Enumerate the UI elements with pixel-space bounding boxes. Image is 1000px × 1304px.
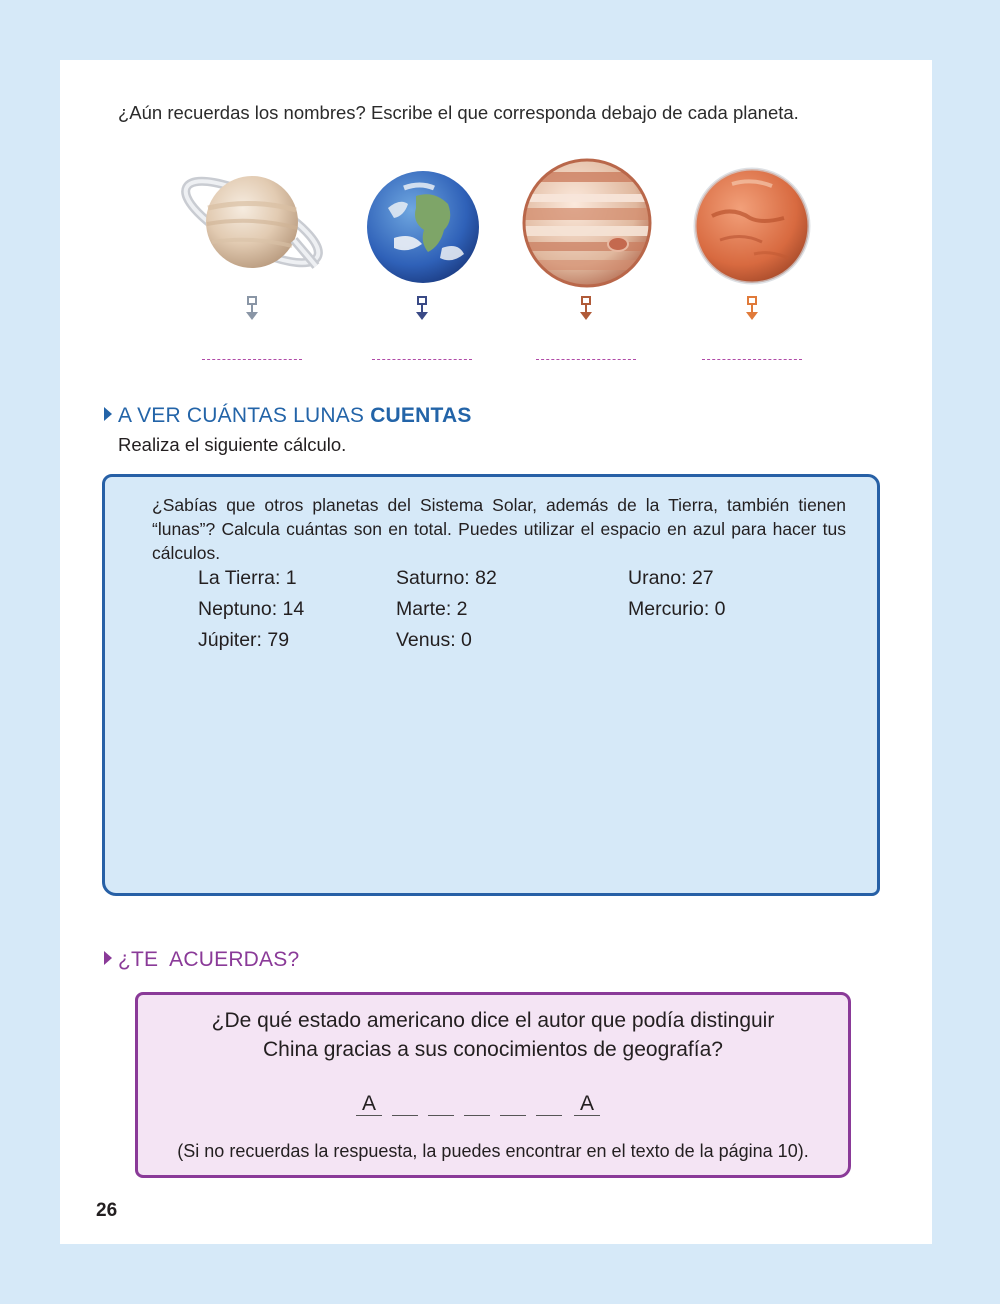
triangle-bullet-icon (104, 407, 112, 421)
answer-letter-line (574, 1115, 600, 1116)
arrow-down-icon (414, 296, 430, 322)
saturn-icon (176, 162, 328, 282)
moon-count-uranus: Urano: 27 (628, 567, 714, 589)
answer-letter-line (428, 1115, 454, 1116)
moon-count-earth: La Tierra: 1 (198, 567, 297, 589)
mars-icon (692, 166, 812, 286)
section-title-lunas: A VER CUÁNTAS LUNAS CUENTAS (104, 404, 472, 428)
instruction-text: ¿Aún recuerdas los nombres? Escribe el que corresponda debajo de cada planeta. (118, 102, 799, 123)
arrow-down-icon (744, 296, 760, 322)
arrow-down-icon (578, 296, 594, 322)
answer-letter-slot[interactable]: A (579, 1092, 594, 1115)
answer-letter-line (536, 1115, 562, 1116)
moon-count-saturn: Saturno: 82 (396, 567, 497, 589)
triangle-bullet-icon (104, 951, 112, 965)
question-text: ¿De qué estado americano dice el autor que podía distinguir China gracias a sus conocimientos de geografía? (211, 1009, 775, 1061)
moon-count-venus: Venus: 0 (396, 629, 472, 651)
answer-line-saturn[interactable] (202, 359, 302, 360)
moon-count-neptune: Neptuno: 14 (198, 598, 305, 620)
answer-letter-line (356, 1115, 382, 1116)
answer-letter-line (392, 1115, 418, 1116)
page-number: 26 (96, 1200, 118, 1221)
answer-letter-slot[interactable]: A (361, 1092, 376, 1115)
earth-icon (364, 168, 482, 286)
moon-count-jupiter: Júpiter: 79 (198, 629, 290, 651)
moon-count-mars: Marte: 2 (396, 598, 468, 620)
section-title-te-acuerdas: ¿TE ACUERDAS? (104, 948, 299, 972)
answer-letter-line (500, 1115, 526, 1116)
answer-line-jupiter[interactable] (536, 359, 636, 360)
arrow-down-icon (244, 296, 260, 322)
jupiter-icon (520, 156, 654, 290)
answer-line-mars[interactable] (702, 359, 802, 360)
section-subtitle: Realiza el siguiente cálculo. (118, 434, 347, 455)
moon-count-mercury: Mercurio: 0 (628, 598, 726, 620)
moons-intro-text: ¿Sabías que otros planetas del Sistema Solar, además de la Tierra, también tienen “lunas”? Calcula cuántas son en total. Puedes utilizar el espacio en azul para hacer tus cálculos. (152, 495, 846, 563)
answer-line-earth[interactable] (372, 359, 472, 360)
answer-letter-line (464, 1115, 490, 1116)
hint-note: (Si no recuerdas la respuesta, la puedes encontrar en el texto de la página 10). (177, 1141, 809, 1161)
